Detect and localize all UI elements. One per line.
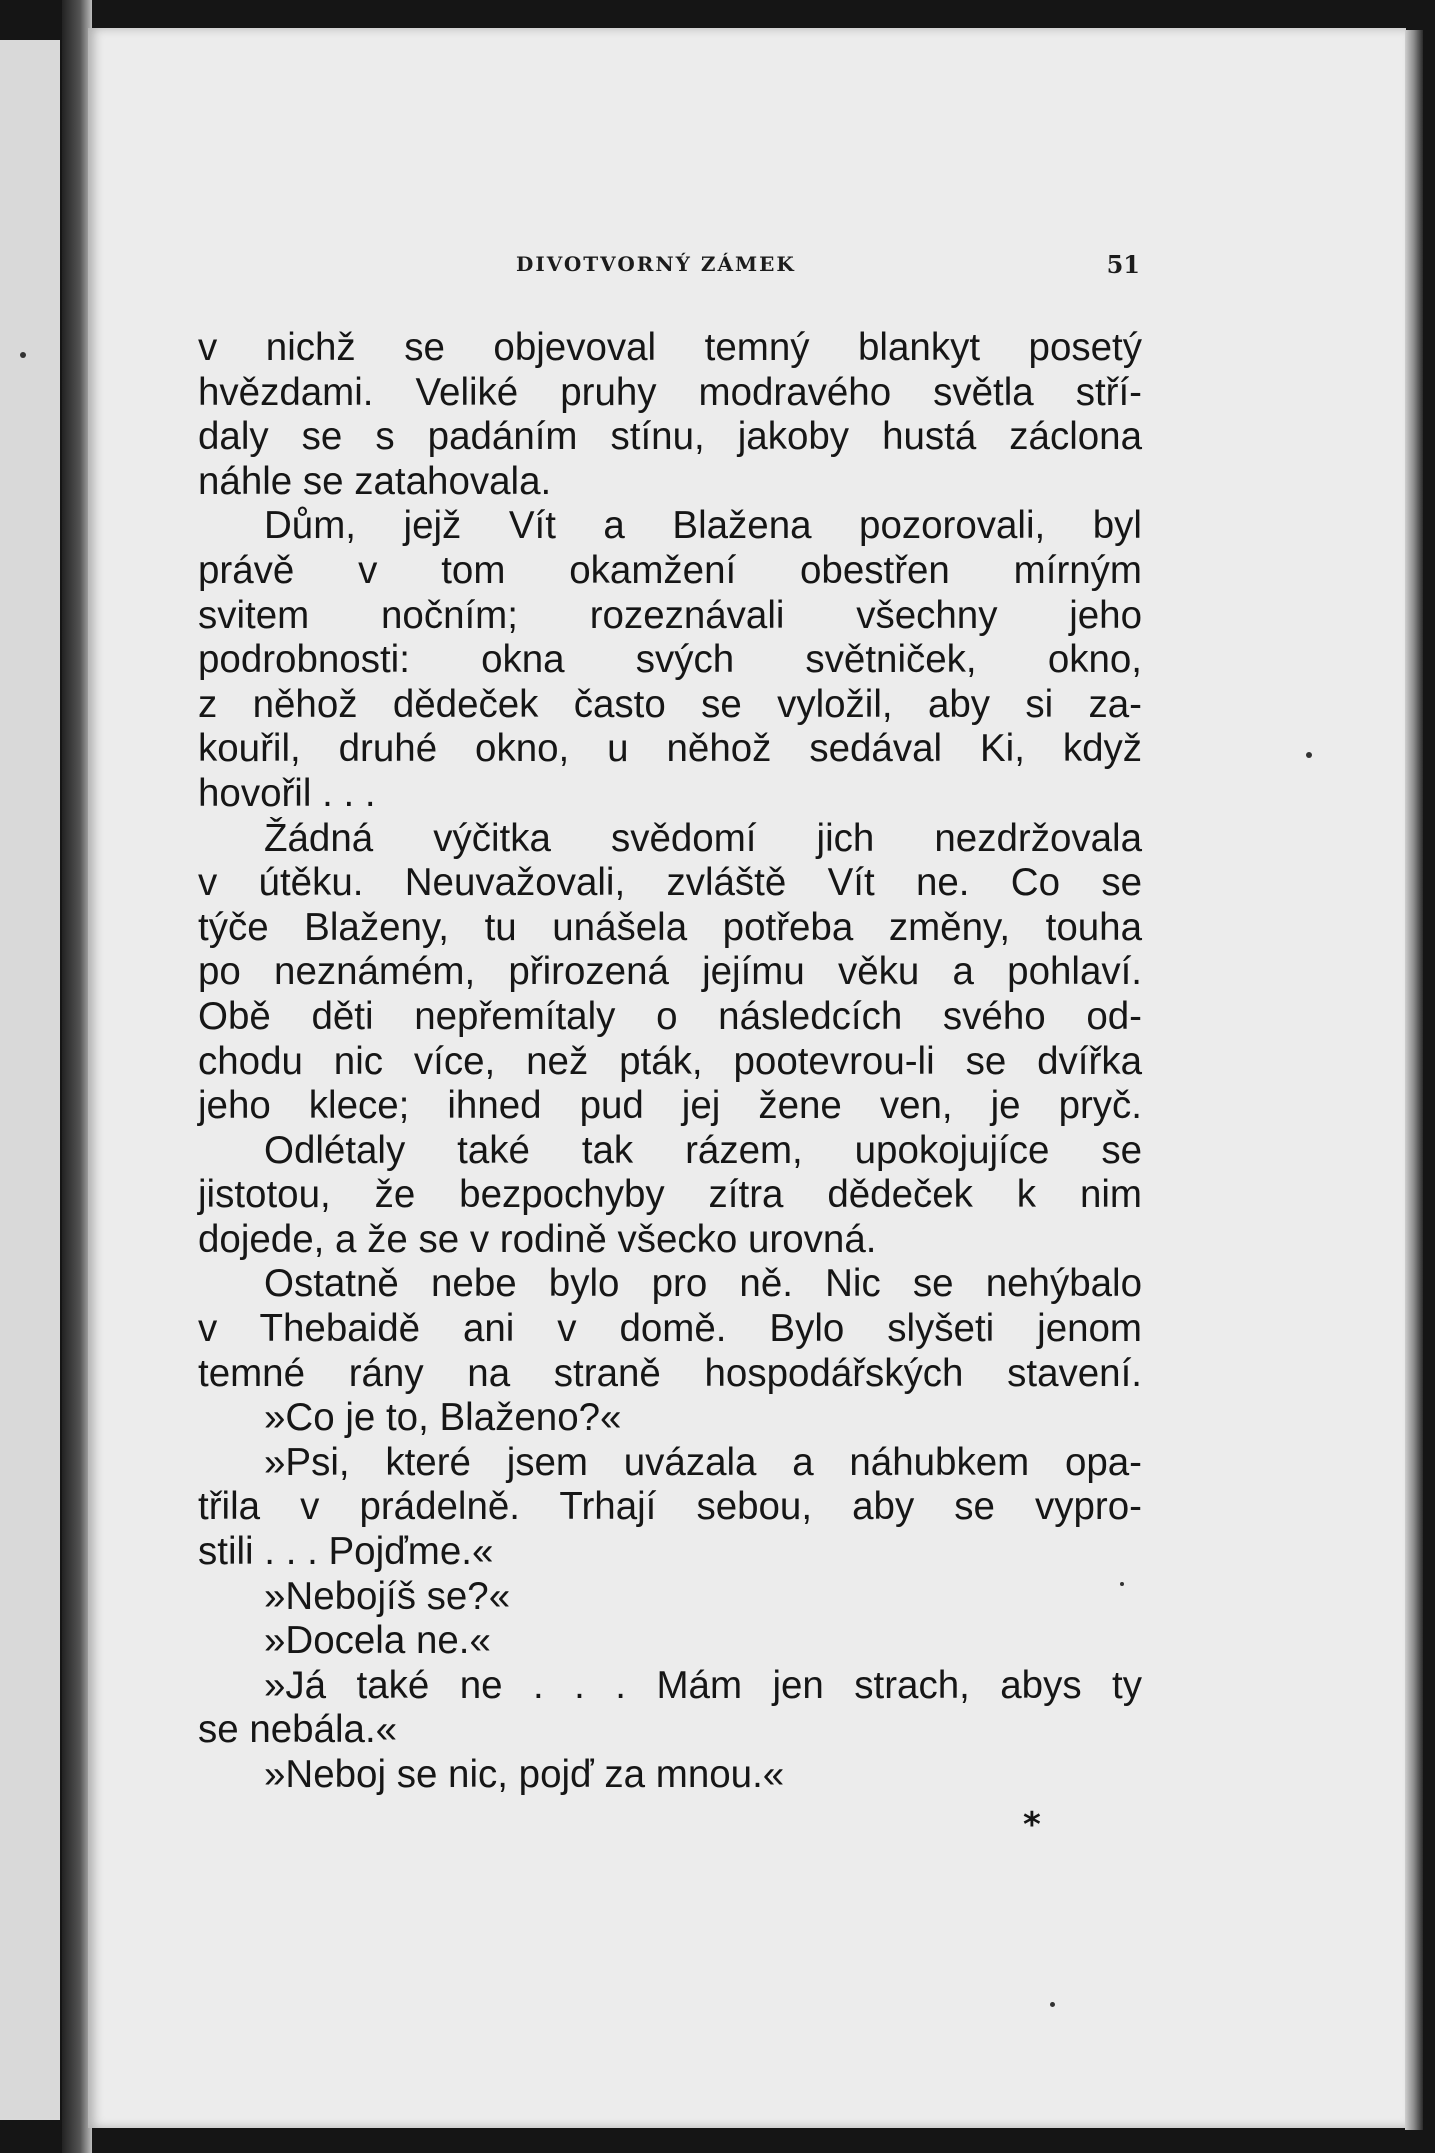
dust-speck: [1306, 752, 1312, 758]
text-line: kouřil, druhé okno, u něhož sedával Ki, když: [198, 727, 1142, 771]
text-line: týče Blaženy, tu unášela potřeba změny, touha: [198, 905, 1142, 949]
text-line: v nichž se objevoval temný blankyt posetý: [198, 326, 1142, 369]
text-line: chodu nic více, než pták, pootevrou-li se dvířka: [198, 1039, 1142, 1083]
text-line: Dům, jejž Vít a Blažena pozorovali, byl: [264, 504, 1142, 548]
page-header: [200, 248, 1140, 288]
text-line: »Já také ne . . . Mám jen strach, abys ty: [264, 1663, 1142, 1707]
dust-speck: [1050, 2002, 1055, 2007]
text-line: jistotou, že bezpochyby zítra dědeček k nim: [198, 1173, 1142, 1217]
text-line: v útěku. Neuvažovali, zvláště Vít ne. Co se: [198, 861, 1142, 905]
text-line: Ostatně nebe bylo pro ně. Nic se nehýbalo: [264, 1262, 1142, 1306]
dust-speck: [20, 352, 26, 358]
running-title: DIVOTVORNÝ ZÁMEK: [516, 252, 796, 276]
section-ornament: *: [1023, 1805, 1041, 1845]
text-line: svitem nočním; rozeznávali všechny jeho: [198, 593, 1142, 637]
page-number: 51: [1106, 250, 1140, 279]
text-line: v Thebaidě ani v domě. Bylo slyšeti jenom: [198, 1307, 1142, 1351]
text-line: třila v prádelně. Trhají sebou, aby se vypro-: [198, 1485, 1142, 1529]
text-line: podrobnosti: okna svých světniček, okno,: [198, 638, 1142, 682]
text-line: jeho klece; ihned pud jej žene ven, je pryč.: [198, 1084, 1142, 1128]
body-text: [198, 326, 1142, 1798]
text-line: Obě děti nepřemítaly o následcích svého od-: [198, 994, 1142, 1038]
text-line: dojede, a že se v rodině všecko urovná.: [198, 1217, 877, 1261]
text-line: »Neboj se nic, pojď za mnou.«: [264, 1753, 785, 1796]
text-line: Odlétaly také tak rázem, upokojujíce se: [264, 1128, 1142, 1172]
text-line: daly se s padáním stínu, jakoby hustá záclona: [198, 415, 1142, 459]
text-line: »Nebojíš se?«: [264, 1574, 511, 1618]
facing-page-edge: [0, 40, 60, 2120]
text-line: Žádná výčitka svědomí jich nezdržovala: [264, 816, 1142, 860]
text-line: právě v tom okamžení obestřen mírným: [198, 548, 1142, 592]
text-line: temné rány na straně hospodářských stavení.: [198, 1351, 1142, 1395]
text-line: stili . . . Pojďme.«: [198, 1530, 494, 1574]
text-line: hovořil . . .: [198, 771, 376, 815]
text-line: »Docela ne.«: [264, 1619, 491, 1663]
text-line: po neznámém, přirozená jejímu věku a pohlaví.: [198, 950, 1142, 994]
dust-speck: [1120, 1582, 1124, 1586]
text-line: hvězdami. Veliké pruhy modravého světla stří-: [198, 370, 1142, 414]
text-line: »Co je to, Blaženo?«: [264, 1396, 622, 1440]
page-edge-shadow: [1405, 30, 1423, 2130]
text-line: náhle se zatahovala.: [198, 459, 552, 503]
text-line: »Psi, které jsem uvázala a náhubkem opa-: [264, 1440, 1142, 1484]
text-line: se nebála.«: [198, 1708, 398, 1752]
text-line: z něhož dědeček často se vyložil, aby si za-: [198, 682, 1142, 726]
